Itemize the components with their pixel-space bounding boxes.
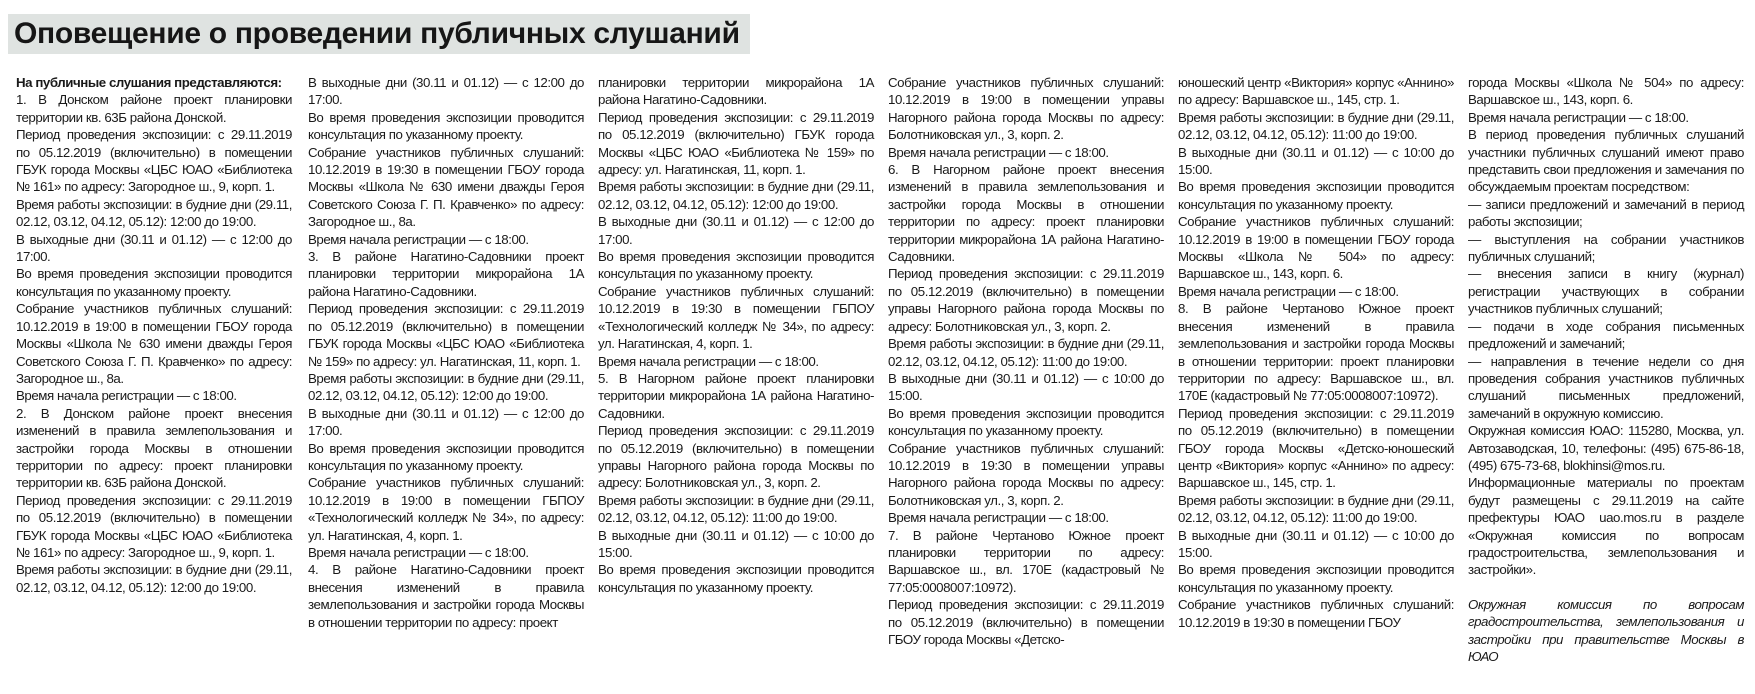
- paragraph: Во время проведения экспозиции проводится консультация по указанному проекту.: [1178, 562, 1454, 595]
- paragraph: Во время проведения экспозиции проводится консультация по указанному проекту.: [16, 266, 292, 299]
- paragraph: Период проведения экспозиции: с 29.11.2019 по 05.12.2019 (включительно) ГБУК города Москвы «ЦБС ЮАО «Библиотека № 159» по адресу: ул. Нагатинская, 11, корп. 1.: [598, 109, 874, 178]
- text-column-3: [598, 74, 874, 596]
- paragraph: Время начала регистрации — с 18:00.: [598, 353, 819, 369]
- paragraph: Время начала регистрации — с 18:00.: [888, 144, 1109, 160]
- paragraph: Период проведения экспозиции: с 29.11.2019 по 05.12.2019 (включительно) в помещении ГБУК города Москвы «ЦБС ЮАО «Библиотека № 159» по адресу: ул. Нагатинская, 11, корп. 1.: [308, 301, 584, 369]
- paragraph: Время начала регистрации — с 18:00.: [888, 510, 1109, 526]
- paragraph: Собрание участников публичных слушаний: 10.12.2019 в 19:00 в помещении ГБПОУ «Технологический колледж № 34», по адресу: ул. Нагатинская, 4, корп. 1.: [308, 475, 584, 543]
- paragraph: Собрание участников публичных слушаний: 10.12.2019 в 19:30 в помещении ГБПОУ «Технологический колледж № 34», по адресу: ул. Нагатинская, 4, корп. 1.: [598, 283, 874, 352]
- paragraph: Период проведения экспозиции: с 29.11.2019 по 05.12.2019 (включительно) в помещении ГБУК города Москвы «ЦБС ЮАО «Библиотека № 161» по адресу: Загородное ш., 9, корп. 1.: [16, 492, 292, 560]
- lead-heading: На публичные слушания представляются:: [16, 75, 282, 90]
- paragraph: юношеский центр «Виктория» корпус «Аннино» по адресу: Варшавское ш., 145, стр. 1.: [1178, 75, 1454, 108]
- paragraph: Время начала регистрации — с 18:00.: [16, 388, 237, 404]
- paragraph: Период проведения экспозиции: с 29.11.2019 по 05.12.2019 (включительно) в помещении ГБОУ города Москвы «Детско-: [888, 597, 1164, 647]
- page-title: Оповещение о проведении публичных слушаний: [8, 14, 750, 54]
- paragraph: В выходные дни (30.11 и 01.12) — с 10:00 до 15:00.: [1178, 144, 1454, 178]
- paragraph: Период проведения экспозиции: с 29.11.2019 по 05.12.2019 (включительно) в помещении ГБОУ города Москвы «Детско-юношеский центр «Виктория» корпус «Аннино» по адресу: Варшавское ш., 145, стр. 1.: [1178, 405, 1454, 491]
- text-column-2: [308, 74, 584, 631]
- paragraph: В выходные дни (30.11 и 01.12) — с 10:00 до 15:00.: [1178, 527, 1454, 560]
- paragraph: В выходные дни (30.11 и 01.12) — с 10:00 до 15:00.: [888, 370, 1164, 404]
- paragraph: 7. В районе Чертаново Южное проект планировки территории по адресу: Варшавское ш., вл. 170Е (кадастровый № 77:05:0008007:10972).: [888, 527, 1164, 595]
- paragraph: В выходные дни (30.11 и 01.12) — с 12:00 до 17:00.: [308, 405, 584, 439]
- paragraph: Во время проведения экспозиции проводится консультация по указанному проекту.: [1178, 179, 1454, 212]
- paragraph: Период проведения экспозиции: с 29.11.2019 по 05.12.2019 (включительно) в помещении управы Нагорного района города Москвы по адресу: Болотниковская ул., 3, корп. 2.: [598, 423, 874, 491]
- paragraph: 1. В Донском районе проект планировки территории кв. 63Б района Донской.: [16, 92, 292, 125]
- paragraph: — направления в течение недели со дня проведения собрания участников публичных слушаний письменных предложений, замечаний в окружную комиссию.: [1468, 353, 1744, 421]
- paragraph: Во время проведения экспозиции проводится консультация по указанному проекту.: [598, 249, 874, 282]
- paragraph: — подачи в ходе собрания письменных предложений и замечаний;: [1468, 318, 1744, 352]
- paragraph: Период проведения экспозиции: с 29.11.2019 по 05.12.2019 (включительно) в помещении управы Нагорного района города Москвы по адресу: Болотниковская ул., 3, корп. 2.: [888, 266, 1164, 334]
- paragraph: Время работы экспозиции: в будние дни (29.11, 02.12, 03.12, 04.12, 05.12): 11:00 до 19:00.: [1178, 492, 1454, 526]
- paragraph: В выходные дни (30.11 и 01.12) — с 12:00 до 17:00.: [308, 75, 584, 108]
- paragraph: 4. В районе Нагатино-Садовники проект внесения изменений в правила землепользования и застройки города Москвы в отношении территории по адресу: проект: [308, 562, 584, 630]
- paragraph: 3. В районе Нагатино-Садовники проект планировки территории микрорайона 1А района Нагатино-Садовники.: [308, 249, 584, 299]
- paragraph: 5. В Нагорном районе проект планировки территории микрорайона 1А района Нагатино-Садовники.: [598, 370, 874, 421]
- paragraph: Собрание участников публичных слушаний: 10.12.2019 в 19:30 в помещении управы Нагорного района города Москвы по адресу: Болотниковская ул., 3, корп. 2.: [888, 440, 1164, 508]
- paragraph: В выходные дни (30.11 и 01.12) — с 12:00 до 17:00.: [16, 231, 292, 265]
- paragraph: — записи предложений и замечаний в период работы экспозиции;: [1468, 196, 1744, 230]
- paragraph: Собрание участников публичных слушаний: 10.12.2019 в 19:30 в помещении ГБОУ города Москвы «Школа № 630 имени дважды Героя Советского Союза Г. П. Кравченко» по адресу: Загородное ш., 8а.: [308, 144, 584, 230]
- paragraph: Время работы экспозиции: в будние дни (29.11, 02.12, 03.12, 04.12, 05.12): 12:00 до 19:00.: [16, 196, 292, 230]
- text-column-1: [16, 74, 292, 596]
- paragraph: Время начала регистрации — с 18:00.: [1178, 283, 1399, 299]
- paragraph: Время работы экспозиции: в будние дни (29.11, 02.12, 03.12, 04.12, 05.12): 12:00 до 19:00.: [16, 562, 292, 595]
- paragraph: Окружная комиссия ЮАО: 115280, Москва, ул. Автозаводская, 10, телефоны: (495) 675-86-18, (495) 675-73-68, blokhinsi@mos.ru.: [1468, 423, 1744, 473]
- text-column-4: [888, 74, 1164, 648]
- paragraph: Время работы экспозиции: в будние дни (29.11, 02.12, 03.12, 04.12, 05.12): 11:00 до 19:00.: [1178, 109, 1454, 143]
- paragraph: В период проведения публичных слушаний участники публичных слушаний имеют право представить свои предложения и замечания по обсуждаемым проектам посредством:: [1468, 127, 1744, 195]
- paragraph: В выходные дни (30.11 и 01.12) — с 10:00 до 15:00.: [598, 527, 874, 560]
- paragraph: Собрание участников публичных слушаний: 10.12.2019 в 19:00 в помещении управы Нагорного района города Москвы по адресу: Болотниковская ул., 3, корп. 2.: [888, 75, 1164, 143]
- paragraph: Во время проведения экспозиции проводится консультация по указанному проекту.: [888, 405, 1164, 439]
- paragraph: Время начала регистрации — с 18:00.: [308, 544, 529, 560]
- paragraph: В выходные дни (30.11 и 01.12) — с 12:00 до 17:00.: [598, 214, 874, 247]
- paragraph: — внесения записи в книгу (журнал) регистрации участвующих в собрании участников публичных слушаний;: [1468, 266, 1744, 317]
- paragraph: Время работы экспозиции: в будние дни (29.11, 02.12, 03.12, 04.12, 05.12): 12:00 до 19:00.: [308, 370, 584, 404]
- paragraph: города Москвы «Школа № 504» по адресу: Варшавское ш., 143, корп. 6.: [1468, 75, 1744, 108]
- text-column-5: [1178, 74, 1454, 631]
- paragraph: Время работы экспозиции: в будние дни (29.11, 02.12, 03.12, 04.12, 05.12): 11:00 до 19:00.: [888, 336, 1164, 369]
- paragraph: Период проведения экспозиции: с 29.11.2019 по 05.12.2019 (включительно) в помещении ГБУК города Москвы «ЦБС ЮАО «Библиотека № 161» по адресу: Загородное ш., 9, корп. 1.: [16, 127, 292, 195]
- text-column-6: [1468, 74, 1744, 665]
- paragraph: Время работы экспозиции: в будние дни (29.11, 02.12, 03.12, 04.12, 05.12): 11:00 до 19:00.: [598, 492, 874, 526]
- paragraph: Время начала регистрации — с 18:00.: [1468, 109, 1689, 125]
- paragraph: 8. В районе Чертаново Южное проект внесения изменений в правила землепользования и застройки города Москвы в отношении территории: проект планировки территории по адресу: Варшавское ш., вл. 170Е (кадастровый № 77:05:0008007:10972).: [1178, 301, 1454, 404]
- paragraph: Во время проведения экспозиции проводится консультация по указанному проекту.: [598, 562, 874, 595]
- paragraph: 2. В Донском районе проект внесения изменений в правила землепользования и застройки города Москвы в отношении территории по адресу: проект планировки территории кв. 63Б района Донской.: [16, 405, 292, 491]
- signature: Окружная комиссия по вопросам градостроительства, землепользования и застройки при правительстве Москвы в ЮАО: [1468, 596, 1744, 664]
- paragraph: Во время проведения экспозиции проводится консультация по указанному проекту.: [308, 109, 584, 143]
- paragraph: Информационные материалы по проектам будут размещены с 29.11.2019 на сайте префектуры ЮАО uao.mos.ru в разделе «Окружная комиссия по вопросам градостроительства, землепользования и застройки».: [1468, 475, 1744, 578]
- paragraph: Собрание участников публичных слушаний: 10.12.2019 в 19:30 в помещении ГБОУ: [1178, 597, 1454, 630]
- paragraph: планировки территории микрорайона 1А района Нагатино-Садовники.: [598, 75, 874, 108]
- paragraph: — выступления на собрании участников публичных слушаний;: [1468, 231, 1744, 265]
- paragraph: Время начала регистрации — с 18:00.: [308, 231, 529, 247]
- paragraph: Собрание участников публичных слушаний: 10.12.2019 в 19:00 в помещении ГБОУ города Москвы «Школа № 504» по адресу: Варшавское ш., 143, корп. 6.: [1178, 214, 1454, 282]
- paragraph: Собрание участников публичных слушаний: 10.12.2019 в 19:00 в помещении ГБОУ города Москвы «Школа № 630 имени дважды Героя Советского Союза Г. П. Кравченко» по адресу: Загородное ш., 8а.: [16, 301, 292, 386]
- paragraph: 6. В Нагорном районе проект внесения изменений в правила землепользования и застройки города Москвы в отношении территории по адресу: проект планировки территории микрорайона 1А района Нагатино-Садовники.: [888, 162, 1164, 265]
- paragraph: Во время проведения экспозиции проводится консультация по указанному проекту.: [308, 440, 584, 473]
- paragraph: Время работы экспозиции: в будние дни (29.11, 02.12, 03.12, 04.12, 05.12): 12:00 до 19:00.: [598, 179, 874, 212]
